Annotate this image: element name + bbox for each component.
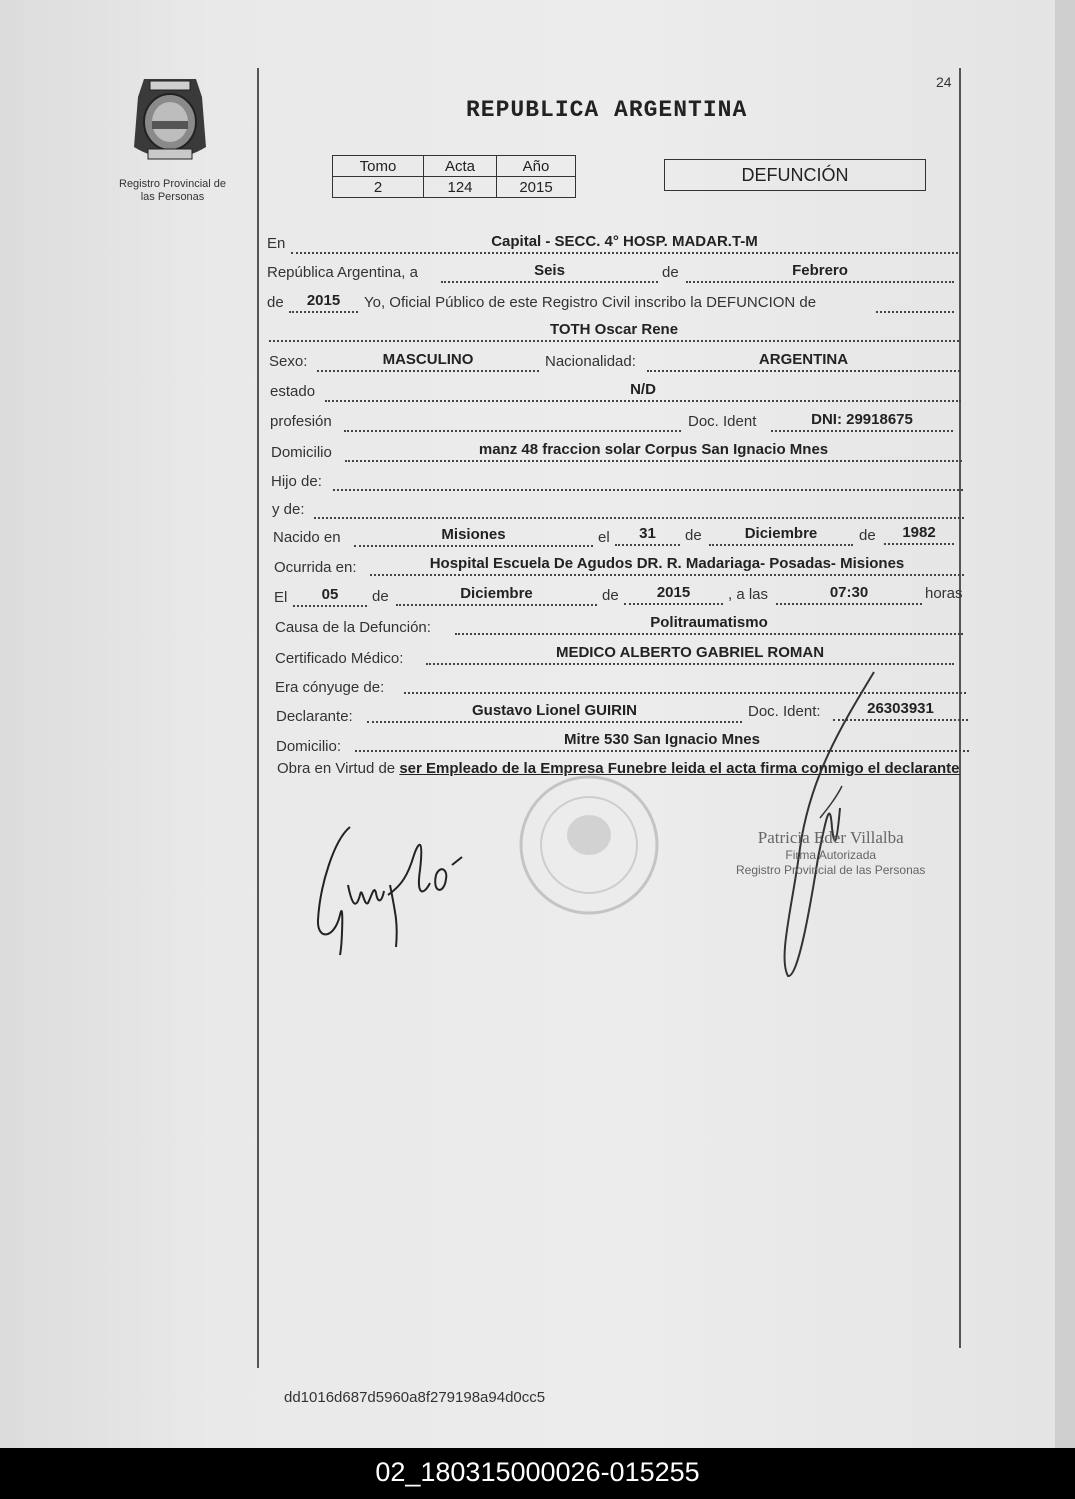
estado-label: estado <box>270 383 316 400</box>
yde-label: y de: <box>272 501 305 518</box>
authorized-signature-block <box>736 828 925 878</box>
birth-day-field: 31 <box>615 525 680 546</box>
hijo-field <box>333 470 963 491</box>
de-label-4: de <box>859 527 876 544</box>
document-title: REPUBLICA ARGENTINA <box>466 97 748 123</box>
document-type-box: DEFUNCIÓN <box>664 159 926 191</box>
decl-domicilio-field: Mitre 530 San Ignacio Mnes <box>355 731 969 752</box>
scan-footer-code: 02_180315000026-015255 <box>0 1448 1075 1499</box>
death-day-field: 05 <box>293 586 367 607</box>
record-table <box>332 155 576 198</box>
yde-field <box>314 498 964 519</box>
decl-doc-field: 26303931 <box>833 700 968 721</box>
deceased-name-field: TOTH Oscar Rene <box>269 321 959 342</box>
record-value-row <box>333 177 576 198</box>
year-field: 2015 <box>289 292 358 313</box>
nacido-field: Misiones <box>354 526 593 547</box>
declarante-label: Declarante: <box>276 708 353 725</box>
month-text-field: Febrero <box>686 262 954 283</box>
tomo-header: Tomo <box>333 156 424 177</box>
ocurrida-label: Ocurrida en: <box>274 559 357 576</box>
horas-label: horas <box>925 585 963 602</box>
ocurrida-field: Hospital Escuela De Agudos DR. R. Madariaga- Posadas- Misiones <box>370 555 964 576</box>
obra-field: ser Empleado de la Empresa Funebre leida el acta firma conmigo el declarante <box>399 760 960 777</box>
de-label-5: de <box>372 588 389 605</box>
birth-year-field: 1982 <box>884 524 954 545</box>
anio-value: 2015 <box>497 177 576 198</box>
yo-text: Yo, Oficial Público de este Registro Civil inscribo la DEFUNCION de <box>364 294 817 311</box>
decl-doc-label: Doc. Ident: <box>748 703 821 720</box>
official-name: Patricia Eder Villalba <box>757 828 904 847</box>
conyuge-label: Era cónyuge de: <box>275 679 385 696</box>
sexo-field: MASCULINO <box>317 351 539 372</box>
nacionalidad-label: Nacionalidad: <box>545 353 636 370</box>
blank-field-1 <box>876 292 954 313</box>
de-label-1: de <box>662 264 679 281</box>
decl-domicilio-label: Domicilio: <box>276 738 342 755</box>
seal-caption-line2: las Personas <box>140 191 205 203</box>
causa-field: Politraumatismo <box>455 614 963 635</box>
profesion-label: profesión <box>270 413 332 430</box>
el-label-2: El <box>274 589 288 606</box>
seal-caption <box>100 178 245 204</box>
republica-label: República Argentina, a <box>267 264 418 281</box>
declarant-signature <box>312 815 482 960</box>
en-label: En <box>267 235 286 252</box>
official-signature <box>770 668 890 983</box>
record-header-row <box>333 156 576 177</box>
death-month-field: Diciembre <box>396 585 597 606</box>
causa-label: Causa de la Defunción: <box>275 619 431 636</box>
province-seal <box>128 77 212 165</box>
doc-ident-field: DNI: 29918675 <box>771 411 953 432</box>
death-time-field: 07:30 <box>776 584 922 605</box>
page-edge-shadow <box>1055 0 1075 1448</box>
official-role: Firma Autorizada <box>785 848 877 862</box>
acta-value: 124 <box>424 177 497 198</box>
de-label-6: de <box>602 587 619 604</box>
doc-ident-label: Doc. Ident <box>688 413 757 430</box>
day-text-field: Seis <box>441 262 658 283</box>
el-label: el <box>598 529 610 546</box>
page-number: 24 <box>936 74 952 90</box>
de-label-2: de <box>267 294 284 311</box>
left-margin-line <box>257 68 259 1368</box>
nacionalidad-field: ARGENTINA <box>647 351 960 372</box>
en-field: Capital - SECC. 4° HOSP. MADAR.T-M <box>291 233 958 254</box>
official-stamp <box>514 770 664 920</box>
de-label-3: de <box>685 527 702 544</box>
birth-month-field: Diciembre <box>709 525 853 546</box>
certificado-label: Certificado Médico: <box>275 650 404 667</box>
obra-label: Obra en Virtud de <box>277 760 396 777</box>
acta-header: Acta <box>424 156 497 177</box>
domicilio-field: manz 48 fraccion solar Corpus San Ignacio Mnes <box>345 441 962 462</box>
document-hash: dd1016d687d5960a8f279198a94d0cc5 <box>284 1389 546 1406</box>
profesion-field <box>344 411 681 432</box>
estado-field: N/D <box>325 381 961 402</box>
hijo-label: Hijo de: <box>271 473 322 490</box>
certificado-field: MEDICO ALBERTO GABRIEL ROMAN <box>426 644 954 665</box>
death-year-field: 2015 <box>624 584 723 605</box>
tomo-value: 2 <box>333 177 424 198</box>
sexo-label: Sexo: <box>269 353 308 370</box>
nacido-label: Nacido en <box>273 529 341 546</box>
declarante-field: Gustavo Lionel GUIRIN <box>367 702 742 723</box>
anio-header: Año <box>497 156 576 177</box>
seal-caption-line1: Registro Provincial de <box>119 178 226 190</box>
official-office: Registro Provincial de las Personas <box>736 863 926 877</box>
domicilio-label: Domicilio <box>271 444 332 461</box>
alas-label: , a las <box>728 586 769 603</box>
